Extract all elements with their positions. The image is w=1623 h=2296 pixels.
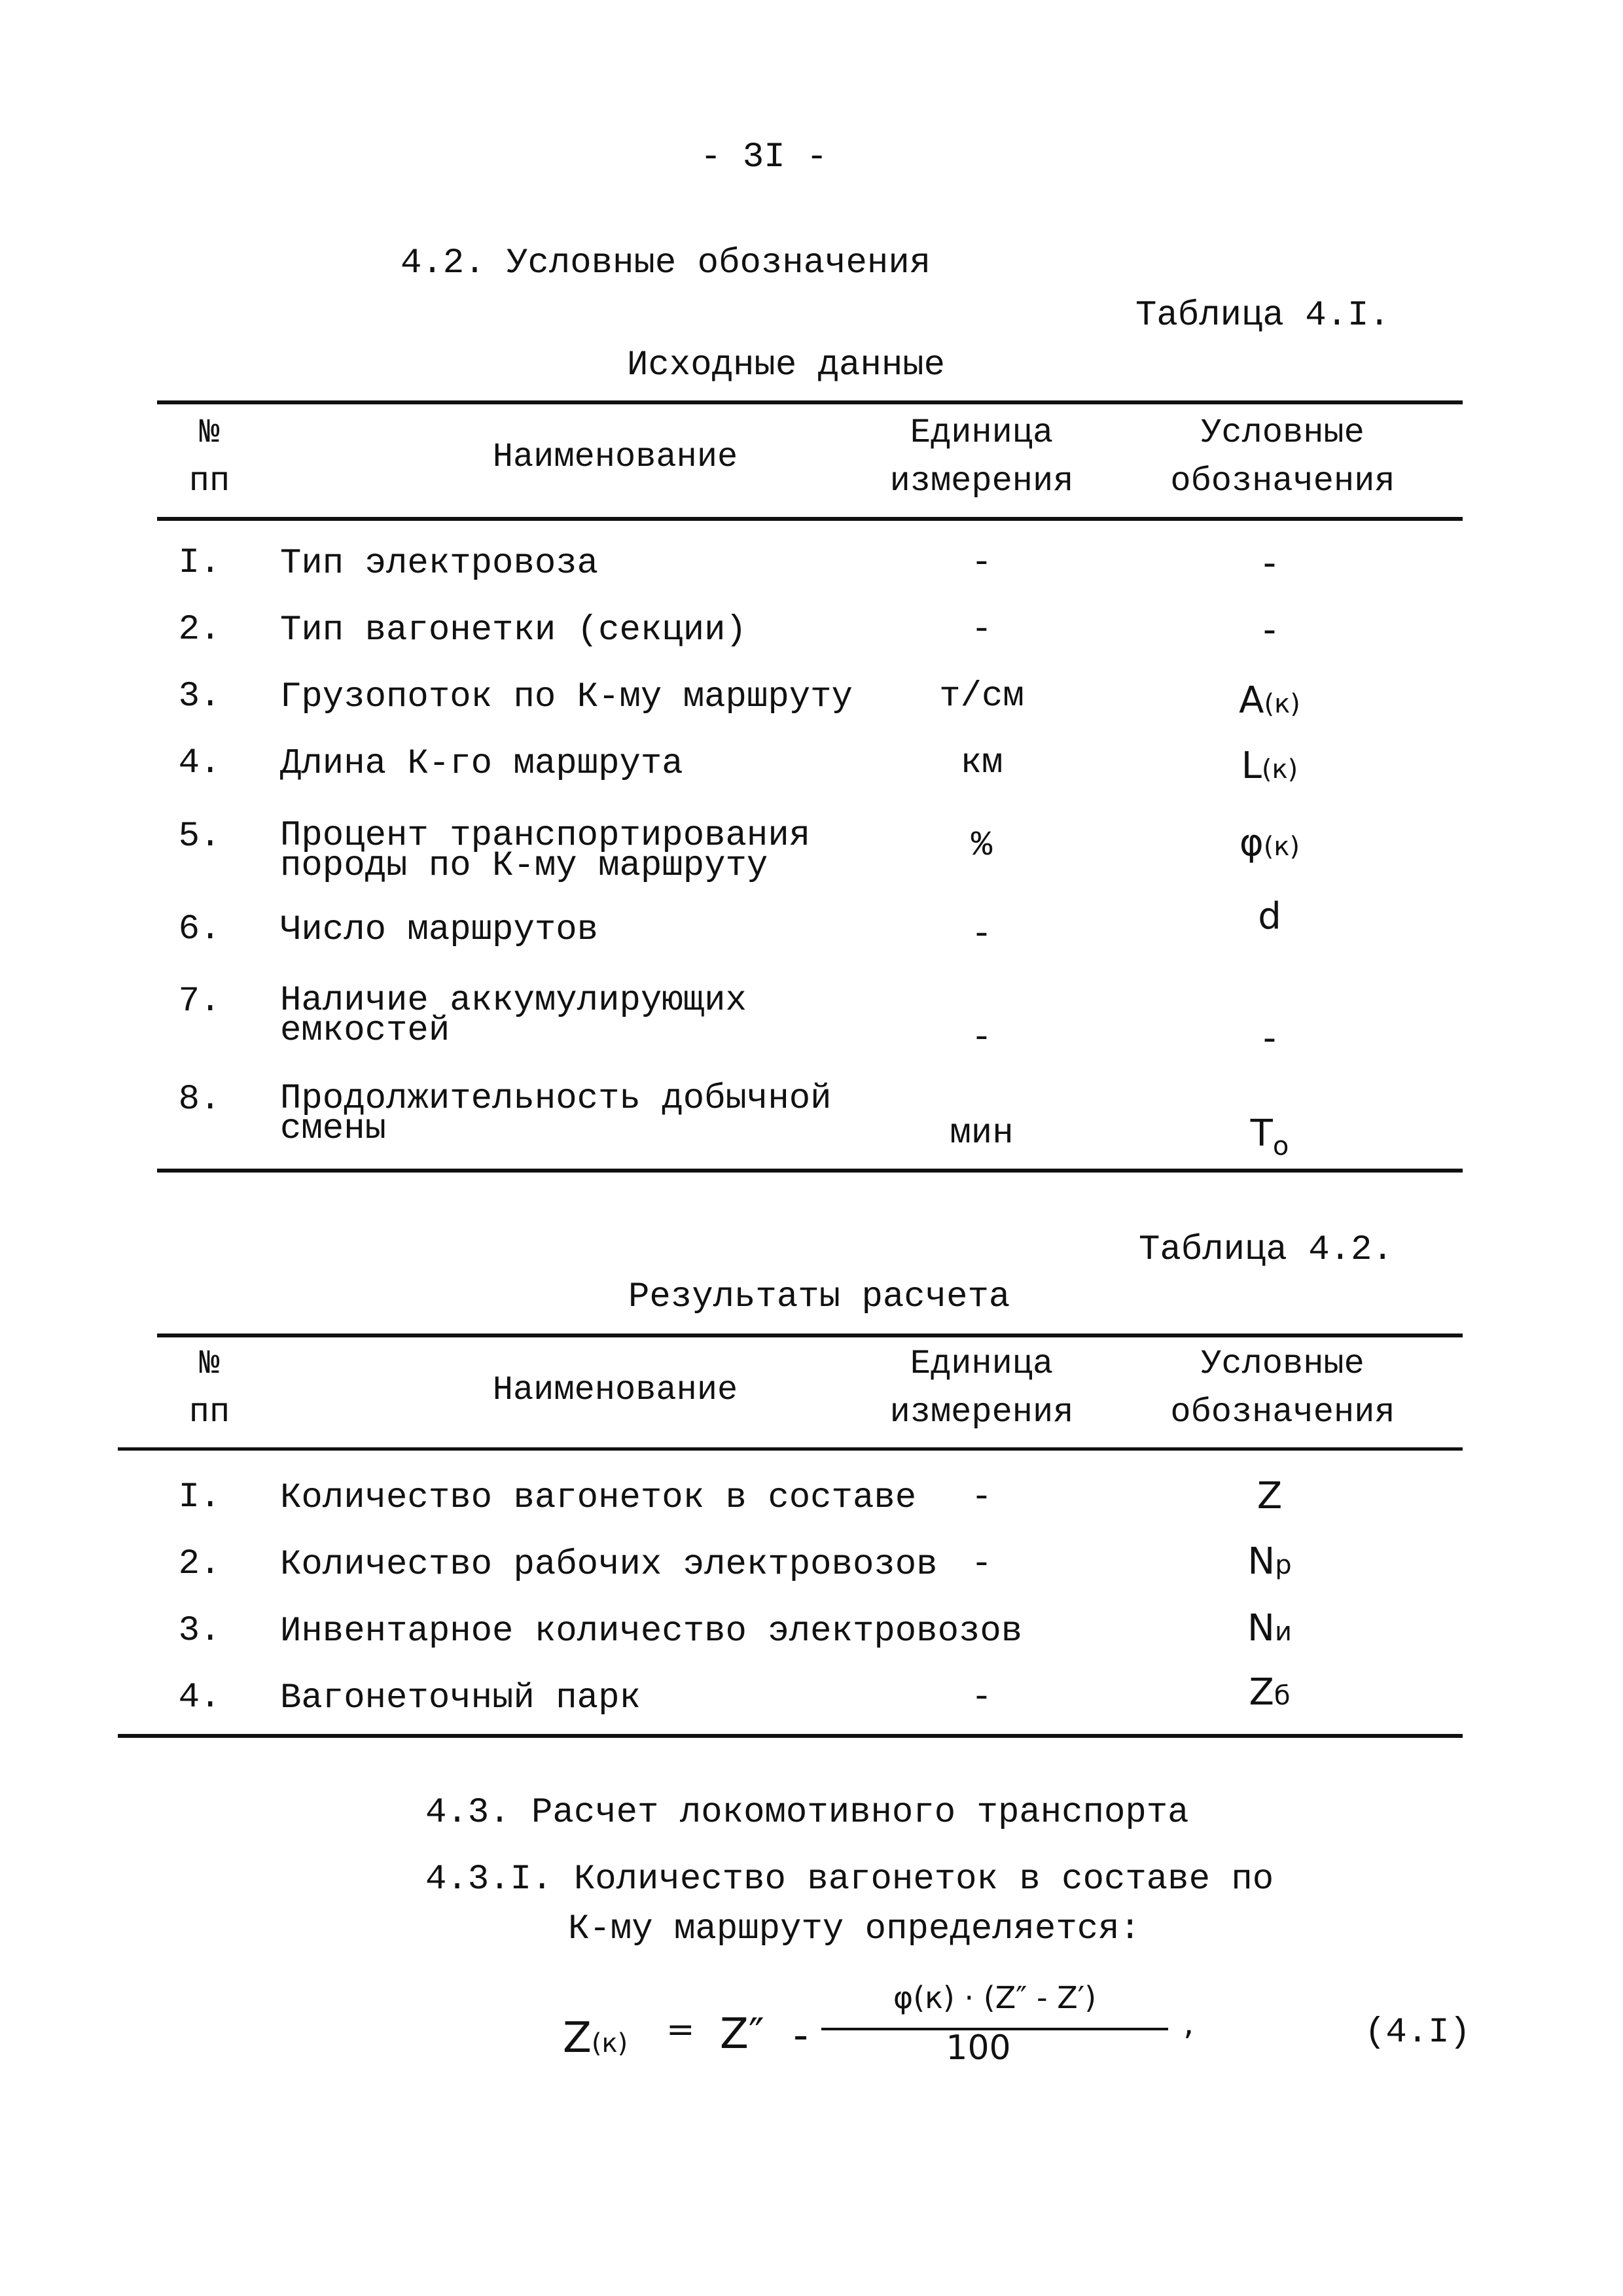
row-num: 5. <box>178 817 221 857</box>
row-unit: - <box>971 543 993 583</box>
row-symbol: $T_о$ <box>1250 1112 1289 1161</box>
row-name: Количество рабочих электровозов <box>280 1545 938 1585</box>
row-num: I. <box>178 543 221 583</box>
header-unit: Единица измерения <box>889 414 1074 501</box>
row-name: Длина К-го маршрута <box>280 744 683 784</box>
table-2-label: Таблица 4.2. <box>1139 1230 1393 1270</box>
row-num: 2. <box>178 610 221 650</box>
table-1-label: Таблица 4.I. <box>1135 296 1390 336</box>
table-2-header-rule <box>118 1447 1463 1451</box>
row-name: Инвентарное количество электровозов <box>280 1612 1023 1651</box>
row-num: 4. <box>178 743 221 783</box>
row-num: 8. <box>178 1080 221 1120</box>
row-unit: % <box>971 826 993 866</box>
row-unit: - <box>971 1018 993 1058</box>
row-name: Вагонеточный парк <box>280 1678 641 1718</box>
row-name: Количество вагонеток в составе <box>280 1478 917 1518</box>
row-symbol: - <box>1262 609 1277 651</box>
section-heading-4-3: 4.3. Расчет локомотивного транспорта <box>425 1793 1189 1833</box>
row-unit: - <box>971 915 993 955</box>
row-name: Тип вагонетки (секции) <box>280 610 747 650</box>
row-symbol: Nи <box>1247 1607 1292 1650</box>
row-unit: км <box>960 743 1003 783</box>
formula-minus: - <box>793 2011 809 2060</box>
row-name: Продолжительность добычной <box>280 1079 832 1119</box>
formula-number: (4.I) <box>1364 2013 1471 2053</box>
row-unit: - <box>971 1544 993 1584</box>
row-name: Процент транспортирования <box>280 816 811 856</box>
section-heading-4-2: 4.2. Условные обозначения <box>401 243 931 283</box>
row-num: 6. <box>178 910 221 949</box>
row-unit: т/см <box>939 677 1024 716</box>
header-name: Наименование <box>492 438 738 476</box>
row-symbol: Nр <box>1247 1540 1292 1583</box>
table-1-bottom-rule <box>157 1169 1463 1173</box>
row-name: Число маршрутов <box>280 910 599 950</box>
row-name: Тип электровоза <box>280 544 599 584</box>
table-1-header-rule <box>157 517 1463 521</box>
formula-equals: = <box>666 2010 695 2049</box>
header-symbol: Условные обозначения <box>1170 414 1395 501</box>
row-num: 3. <box>178 677 221 716</box>
row-num: 2. <box>178 1544 221 1584</box>
row-name-line2: емкостей <box>280 1011 450 1051</box>
row-name-line2: породы по К-му маршруту <box>280 846 768 886</box>
formula-denominator: 100 <box>946 2028 1011 2068</box>
paragraph-4-3-1-line2: К-му маршруту определяется: <box>568 1909 1141 1949</box>
table-2-title: Результаты расчета <box>628 1277 1010 1317</box>
formula-lhs: Z(к) <box>563 2014 628 2062</box>
row-symbol: - <box>1262 542 1277 584</box>
row-unit: - <box>971 610 993 650</box>
formula-comma: , <box>1183 2004 1194 2043</box>
header-symbol: Условные обозначения <box>1170 1345 1395 1432</box>
row-unit: - <box>971 1477 993 1517</box>
row-symbol: φ(к) <box>1239 822 1300 864</box>
table-2-top-rule <box>157 1333 1463 1337</box>
row-num: 4. <box>178 1678 221 1718</box>
page-number: - 3I - <box>700 137 828 177</box>
table-1-top-rule <box>157 400 1463 404</box>
row-num: 3. <box>178 1611 221 1651</box>
row-unit: мин <box>950 1114 1014 1154</box>
header-unit: Единица измерения <box>889 1345 1074 1432</box>
header-num: № пп <box>188 414 230 501</box>
formula-numerator: φ(к) · (Z″ - Z′) <box>893 1980 1097 2015</box>
row-symbol: - <box>1262 1017 1277 1059</box>
row-num: I. <box>178 1477 221 1517</box>
row-symbol: d <box>1258 895 1281 938</box>
header-num: № пп <box>188 1345 230 1432</box>
row-num: 7. <box>178 981 221 1021</box>
formula-term1: Z″ <box>720 2010 764 2058</box>
row-symbol: L(к) <box>1241 745 1298 787</box>
row-name-line2: смены <box>280 1109 387 1149</box>
paragraph-4-3-1-line1: 4.3.I. Количество вагонеток в составе по <box>425 1860 1274 1899</box>
table-2-bottom-rule <box>118 1734 1463 1738</box>
row-symbol: Zб <box>1249 1671 1291 1714</box>
row-name: Грузопоток по К-му маршруту <box>280 677 853 717</box>
table-1-title: Исходные данные <box>627 345 946 385</box>
row-name: Наличие аккумулирующих <box>280 981 747 1021</box>
row-symbol: Z <box>1257 1475 1283 1517</box>
header-name: Наименование <box>492 1371 738 1409</box>
row-unit: - <box>971 1678 993 1718</box>
row-symbol: A(к) <box>1239 679 1300 722</box>
